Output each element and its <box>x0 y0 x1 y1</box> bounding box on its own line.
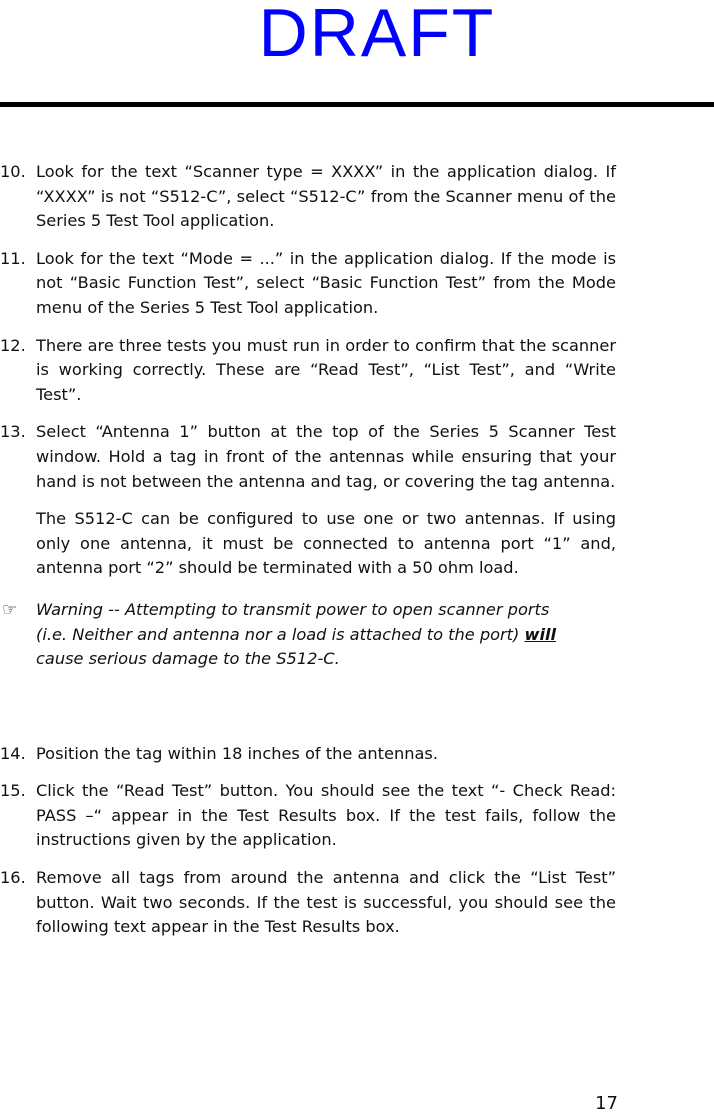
warning-line-1: Warning -- Attempting to transmit power to open scanner ports <box>36 599 550 619</box>
list-item <box>0 866 616 940</box>
list-item <box>0 420 616 494</box>
list-item-text: There are three tests you must run in order to confirm that the scanner is working correctly. These are “Read Test”, “List Test”, and “Write Test”. <box>36 335 616 404</box>
list-item <box>0 334 616 408</box>
list-item-text: Look for the text “Mode = ...” in the application dialog. If the mode is not “Basic Function Test”, select “Basic Function Test” from the Mode menu of the Series 5 Test Tool application. <box>36 248 616 317</box>
list-item-number: 13. <box>0 422 26 442</box>
draft-watermark: DRAFT <box>258 0 496 71</box>
list-item <box>0 779 616 853</box>
list-item <box>0 160 616 234</box>
list-item-text: Click the “Read Test” button. You should see the text “- Check Read: PASS –“ appear in the Test Results box. If the test fails, follow the instructions given by the application. <box>36 781 616 850</box>
list-item-text: Position the tag within 18 inches of the antennas. <box>36 743 438 763</box>
list-item-number: 10. <box>0 162 26 181</box>
warning-emphasis: will <box>524 624 557 644</box>
list-item-text: Select “Antenna 1” button at the top of the Series 5 Scanner Test window. Hold a tag in front of the antennas while ensuring that your hand is not between the antenna and tag, or covering the tag antenna. <box>36 422 616 491</box>
antenna-note-paragraph: The S512-C can be configured to use one or two antennas. If using only one antenna, it must be connected to antenna port “1” and, antenna port “2” should be terminated with a 50 ohm load. <box>36 509 616 578</box>
list-item-number: 11. <box>0 248 26 268</box>
list-item-text: Look for the text “Scanner type = XXXX” in the application dialog. If “XXXX” is not “S512-C”, select “S512-C” from the Scanner menu of the Series 5 Test Tool application. <box>36 162 616 231</box>
warning-line-2-text: (i.e. Neither and antenna nor a load is attached to the port) <box>36 624 525 644</box>
list-item-number: 14. <box>0 743 26 763</box>
pointing-hand-icon: ☞ <box>2 599 18 620</box>
list-item <box>0 742 616 767</box>
list-item <box>0 247 616 321</box>
list-item-text: Remove all tags from around the antenna and click the “List Test” button. Wait two seconds. If the test is successful, you should see the following text appear in the Test Results box. <box>36 868 616 937</box>
warning-line-2 <box>36 623 616 648</box>
header-rule <box>0 102 714 107</box>
list-item-number: 12. <box>0 335 26 355</box>
page-content <box>0 160 714 953</box>
list-item-number: 16. <box>0 868 26 888</box>
warning-note <box>0 598 616 672</box>
page-number: 17 <box>595 1093 618 1114</box>
warning-line-3: cause serious damage to the S512-C. <box>36 649 340 669</box>
list-item-number: 15. <box>0 781 26 801</box>
